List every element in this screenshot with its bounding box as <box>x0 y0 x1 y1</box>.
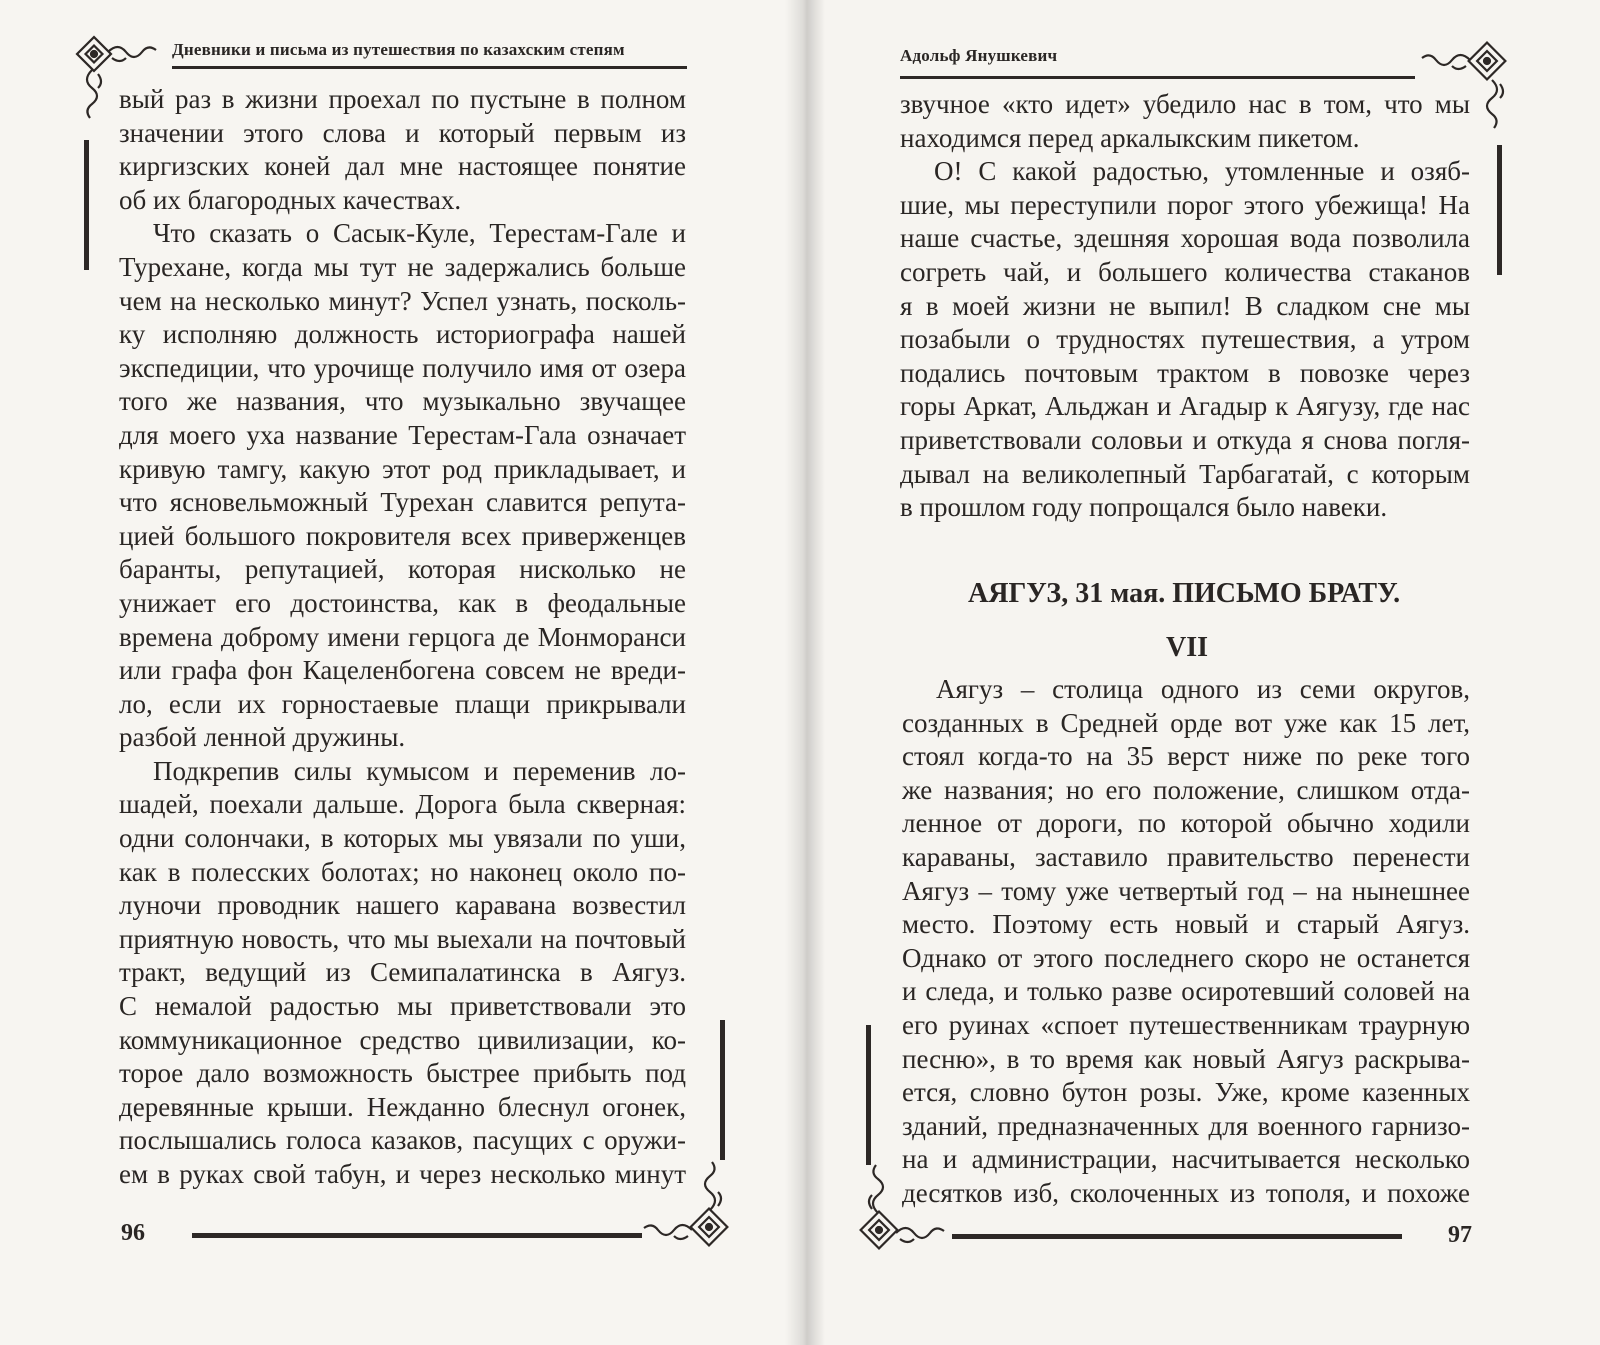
running-header: Адольф Янушкевич <box>900 46 1058 65</box>
text-line: приятную новость, что мы выехали на почтовый <box>119 923 686 954</box>
text-line: баранты, репутацией, которая нисколько не <box>119 554 686 585</box>
book-gutter <box>785 0 825 1345</box>
text-line: киргизских коней дал мне настоящее понятие <box>119 151 686 182</box>
text-line: луночи проводник нашего каравана возвестил <box>119 890 686 921</box>
text-line: песню», в то время как новый Аягуз раскрыва- <box>902 1043 1470 1074</box>
text-line: или графа фон Кацеленбогена совсем не вреди- <box>119 655 686 686</box>
text-line: коммуникационное средство цивилизации, ко- <box>119 1024 686 1055</box>
text-line: того же названия, что музыкально звучащее <box>119 386 686 417</box>
page-number: 97 <box>1448 1222 1472 1248</box>
text-line: шие, мы переступили порог этого убежища! На <box>900 189 1470 220</box>
text-line: горы Аркат, Альджан и Агадыр к Аягузу, где нас <box>900 391 1470 422</box>
text-line: ло, если их горностаевые плащи прикрывали <box>119 688 686 719</box>
text-line: экспедиции, что урочище получило имя от озера <box>119 352 686 383</box>
text-line: дывал на великолепный Тарбагатай, с которым <box>900 458 1470 489</box>
text-line: ку исполняю должность историографа нашей <box>119 319 686 350</box>
text-line: унижает его достоинства, как в феодальные <box>119 587 686 618</box>
left-page-text <box>119 83 686 1192</box>
text-line: на и администрации, насчитывается несколько <box>902 1144 1470 1175</box>
footer-rule <box>192 1233 642 1238</box>
text-line: Турехане, когда мы тут не задержались больше <box>119 251 686 282</box>
text-line: ем в руках свой табун, и через несколько минут <box>119 1159 686 1189</box>
text-line: чем на несколько минут? Успел узнать, посколь- <box>119 285 686 316</box>
margin-bar <box>1497 145 1502 275</box>
text-line: созданных в Средней орде вот уже как 15 лет, <box>902 707 1470 738</box>
text-line: ется, словно бутон розы. Уже, кроме казенных <box>902 1077 1470 1108</box>
text-line: стоял когда-то на 35 верст ниже по реке того <box>902 741 1470 772</box>
text-line: что ясновельможный Турехан славится репута- <box>119 487 686 518</box>
text-line: разбой ленной дружины. <box>119 722 406 753</box>
text-line: десятков изб, сколоченных из тополя, и похоже <box>902 1177 1470 1208</box>
text-line: одни солончаки, в которых мы увязали по уши, <box>119 823 686 854</box>
text-line: Что сказать о Сасык-Куле, Терестам-Гале и <box>153 218 686 249</box>
text-line: О! С какой радостью, утомленные и озяб- <box>934 156 1470 187</box>
right-page-text-bottom <box>902 673 1470 1211</box>
text-line: зданий, предназначенных для военного гарнизо- <box>902 1110 1470 1141</box>
text-line: как в полесских болотах; но наконец около по- <box>119 856 686 887</box>
text-line: для моего уха название Терестам-Гала означает <box>119 419 686 450</box>
section-number: VII <box>1166 632 1209 663</box>
text-line: послышались голоса казаков, пасущих с оружи- <box>119 1125 686 1156</box>
text-line: в прошлом году попрощался было навеки. <box>900 492 1388 523</box>
page-number: 96 <box>121 1220 145 1246</box>
text-line: звучное «кто идет» убедило нас в том, что мы <box>900 89 1470 119</box>
text-line: об их благородных качествах. <box>119 184 462 215</box>
right-page-text-top <box>900 88 1470 525</box>
text-line: согреть чай, и большего количества стаканов <box>900 256 1470 287</box>
text-line: находимся перед аркалыкским пикетом. <box>900 122 1360 153</box>
text-line: караваны, заставило правительство перенести <box>902 841 1470 872</box>
text-line: ленное от дороги, по которой обычно ходили <box>902 808 1470 839</box>
corner-ornament-icon <box>852 1155 962 1260</box>
right-page <box>800 0 1600 1345</box>
text-line: его руинах «споет путешественникам траурную <box>902 1009 1470 1040</box>
text-line: Однако от этого последнего скоро не останется <box>902 942 1470 973</box>
margin-bar <box>84 140 89 270</box>
running-header: Дневники и письма из путешествия по казахским степям <box>172 40 625 59</box>
text-line: и следа, и только разве осиротевший соловей на <box>902 976 1470 1007</box>
corner-ornament-icon <box>630 1150 745 1260</box>
text-line: приветствовали соловьи и откуда я снова погля- <box>900 424 1470 455</box>
text-line: место. Поэтому есть новый и старый Аягуз. <box>902 909 1470 940</box>
header-rule <box>900 76 1415 79</box>
footer-rule <box>952 1234 1402 1239</box>
text-line: цией большого покровителя всех приверженцев <box>119 520 686 551</box>
text-line: Подкрепив силы кумысом и переменив ло- <box>153 755 686 786</box>
text-line: значении этого слова и который первым из <box>119 117 686 148</box>
text-line: С немалой радостью мы приветствовали это <box>119 991 686 1022</box>
text-line: вый раз в жизни проехал по пустыне в полном <box>119 84 686 114</box>
text-line: же названия; но его положение, слишком отда- <box>902 774 1470 805</box>
text-line: позабыли о трудностях путешествия, а утром <box>900 324 1470 355</box>
text-line: деревянные крыши. Нежданно блеснул огонек, <box>119 1091 686 1122</box>
text-line: Аягуз – столица одного из семи округов, <box>936 674 1470 704</box>
margin-bar <box>866 1025 871 1165</box>
text-line: тракт, ведущий из Семипалатинска в Аягуз. <box>119 957 686 988</box>
margin-bar <box>720 1020 725 1160</box>
text-line: времена доброму имени герцога де Монморанси <box>119 621 686 652</box>
text-line: кривую тамгу, какую этот род прикладывает, и <box>119 453 686 484</box>
text-line: я в моей жизни не выпил! В сладком сне мы <box>900 290 1470 321</box>
text-line: наше счастье, здешняя хорошая вода позволила <box>900 223 1470 254</box>
text-line: подались почтовым трактом в повозке через <box>900 357 1470 388</box>
text-line: Аягуз – тому уже четвертый год – на нынешнее <box>902 875 1470 906</box>
header-rule <box>172 66 687 69</box>
text-line: торое дало возможность быстрее прибыть под <box>119 1058 686 1089</box>
section-title: АЯГУЗ, 31 мая. ПИСЬМО БРАТУ. <box>968 578 1401 609</box>
text-line: шадей, поехали дальше. Дорога была скверная: <box>119 789 686 820</box>
